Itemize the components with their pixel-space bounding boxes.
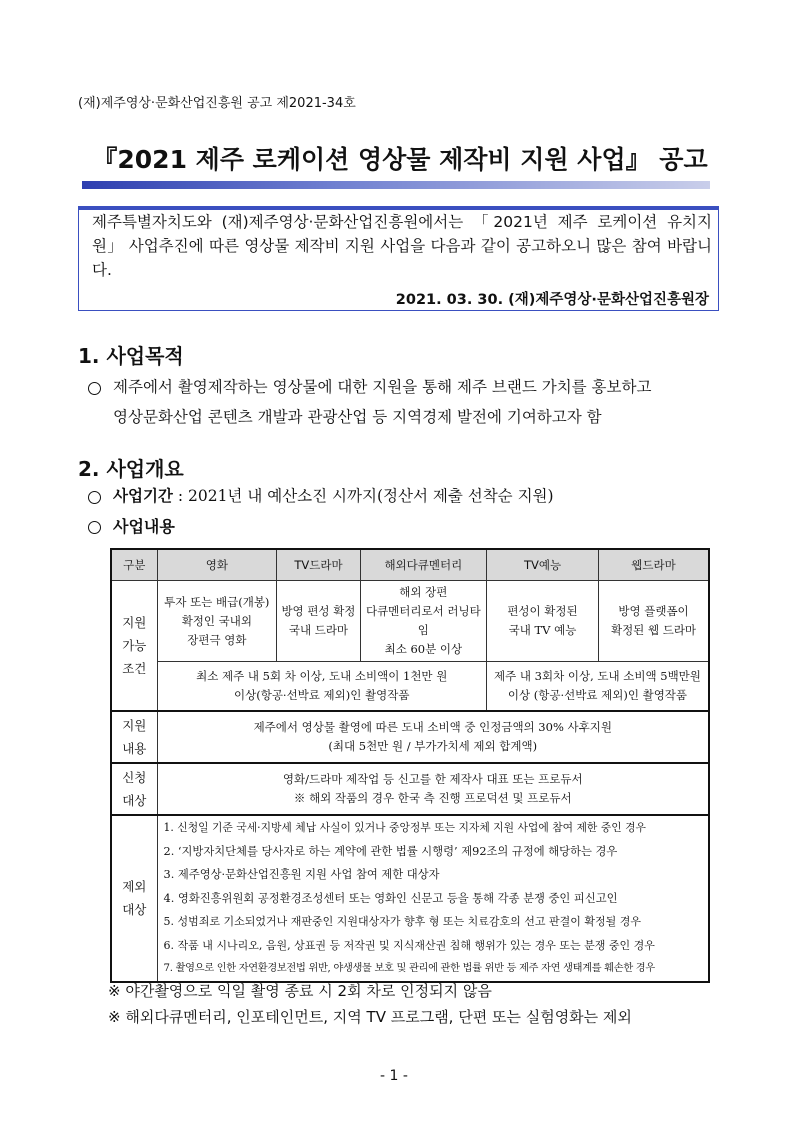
table-row bbox=[111, 662, 709, 712]
table-header: 웹드라마 bbox=[599, 549, 709, 581]
section2-content bbox=[88, 514, 175, 537]
circle-bullet-icon bbox=[88, 491, 101, 504]
page-number: - 1 - bbox=[380, 1068, 408, 1084]
title-underline-bar bbox=[82, 181, 710, 189]
table-row bbox=[111, 763, 709, 815]
eligibility-drama: 방영 편성 확정 국내 드라마 bbox=[277, 581, 361, 662]
eligibility-label: 지원 가능 조건 bbox=[111, 581, 157, 712]
list-item: 4. 영화진흥위원회 공정환경조성센터 또는 영화인 신문고 등을 통해 각종 분쟁 중인 피신고인 bbox=[163, 891, 618, 905]
eligibility-film: 투자 또는 배급(개봉) 확정인 국내외 장편극 영화 bbox=[157, 581, 277, 662]
support-label: 지원 내용 bbox=[111, 711, 157, 763]
table-header: 영화 bbox=[157, 549, 277, 581]
eligibility-webdrama: 방영 플랫폼이 확정된 웹 드라마 bbox=[599, 581, 709, 662]
eligibility-variety: 편성이 확정된 국내 TV 예능 bbox=[486, 581, 598, 662]
exclusion-list bbox=[157, 815, 709, 982]
program-table bbox=[110, 548, 710, 983]
list-item: 2. ‘지방자치단체를 당사자로 하는 계약에 관한 법률 시행령’ 제92조의 규정에 해당하는 경우 bbox=[163, 844, 618, 858]
period-label: 사업기간 bbox=[113, 487, 173, 505]
circle-bullet-icon bbox=[88, 382, 101, 395]
list-item: 6. 작품 내 시나리오, 음원, 상표권 등 저작권 및 지식재산권 침해 행위가 있는 경우 또는 분쟁 중인 경우 bbox=[163, 938, 655, 952]
table-header: TV드라마 bbox=[277, 549, 361, 581]
table-row bbox=[111, 815, 709, 982]
list-item: 7. 촬영으로 인한 자연환경보전법 위반, 야생생물 보호 및 관리에 관한 법률 위반 등 제주 자연 생태계를 훼손한 경우 bbox=[163, 963, 655, 974]
applicant-label: 신청 대상 bbox=[111, 763, 157, 815]
condition-a: 최소 제주 내 5회 차 이상, 도내 소비액이 1천만 원 이상(항공·선박료 제외)인 촬영작품 bbox=[157, 662, 486, 712]
table-header: TV예능 bbox=[486, 549, 598, 581]
footnote: ※ 해외다큐멘터리, 인포테인먼트, 지역 TV 프로그램, 단편 또는 실험영화는 제외 bbox=[108, 1008, 632, 1026]
table-row bbox=[111, 711, 709, 763]
section1-line2: 영상문화산업 콘텐츠 개발과 관광산업 등 지역경제 발전에 기여하고자 함 bbox=[113, 408, 602, 426]
list-item: 3. 제주영상·문화산업진흥원 지원 사업 참여 제한 대상자 bbox=[163, 868, 440, 881]
table-header: 구분 bbox=[111, 549, 157, 581]
applicant-text: 영화/드라마 제작업 등 신고를 한 제작사 대표 또는 프로듀서 ※ 해외 작품의 경우 한국 측 진행 프로덕션 및 프로듀서 bbox=[157, 763, 709, 815]
exclusion-label: 제외 대상 bbox=[111, 815, 157, 982]
intro-date-signature: 2021. 03. 30. (재)제주영상·문화산업진흥원장 bbox=[395, 292, 709, 308]
table-header: 해외다큐멘터리 bbox=[360, 549, 486, 581]
table-header-row bbox=[111, 549, 709, 581]
notice-number: (재)제주영상·문화산업진흥원 공고 제2021-34호 bbox=[78, 96, 356, 111]
condition-b: 제주 내 3회차 이상, 도내 소비액 5백만원 이상 (항공·선박료 제외)인 촬영작품 bbox=[486, 662, 709, 712]
circle-bullet-icon bbox=[88, 521, 101, 534]
section1-line1: 제주에서 촬영제작하는 영상물에 대한 지원을 통해 제주 브랜드 가치를 홍보하고 bbox=[113, 378, 652, 396]
table-row bbox=[111, 581, 709, 662]
support-text: 제주에서 영상물 촬영에 따른 도내 소비액 중 인정금액의 30% 사후지원 (최대 5천만 원 / 부가가치세 제외 합계액) bbox=[157, 711, 709, 763]
content-label: 사업내용 bbox=[113, 517, 175, 536]
list-item: 1. 신청일 기준 국세·지방세 체납 사실이 있거나 중앙정부 또는 지자체 지원 사업에 참여 제한 중인 경우 bbox=[163, 821, 646, 834]
section1-body bbox=[88, 372, 728, 432]
section1-heading: 1. 사업목적 bbox=[78, 344, 184, 368]
list-item: 5. 성범죄로 기소되었거나 재판중인 지원대상자가 향후 형 또는 치료감호의 선고 판결이 확정될 경우 bbox=[163, 915, 642, 928]
eligibility-documentary: 해외 장편 다큐멘터리로서 러닝타임 최소 60분 이상 bbox=[360, 581, 486, 662]
section2-period bbox=[88, 484, 554, 506]
intro-text: 제주특별자치도와 (재)제주영상·문화산업진흥원에서는 「2021년 제주 로케이션 유치지원」 사업추진에 따른 영상물 제작비 지원 사업을 다음과 같이 공고하오니 많은 참여 바랍니다. bbox=[92, 213, 712, 279]
footnote: ※ 야간촬영으로 익일 촬영 종료 시 2회 차로 인정되지 않음 bbox=[108, 982, 492, 1000]
section2-heading: 2. 사업개요 bbox=[78, 457, 184, 481]
page-title: 『2021 제주 로케이션 영상물 제작비 지원 사업』 공고 bbox=[92, 145, 708, 174]
period-value: : 2021년 내 예산소진 시까지(정산서 제출 선착순 지원) bbox=[172, 487, 554, 505]
